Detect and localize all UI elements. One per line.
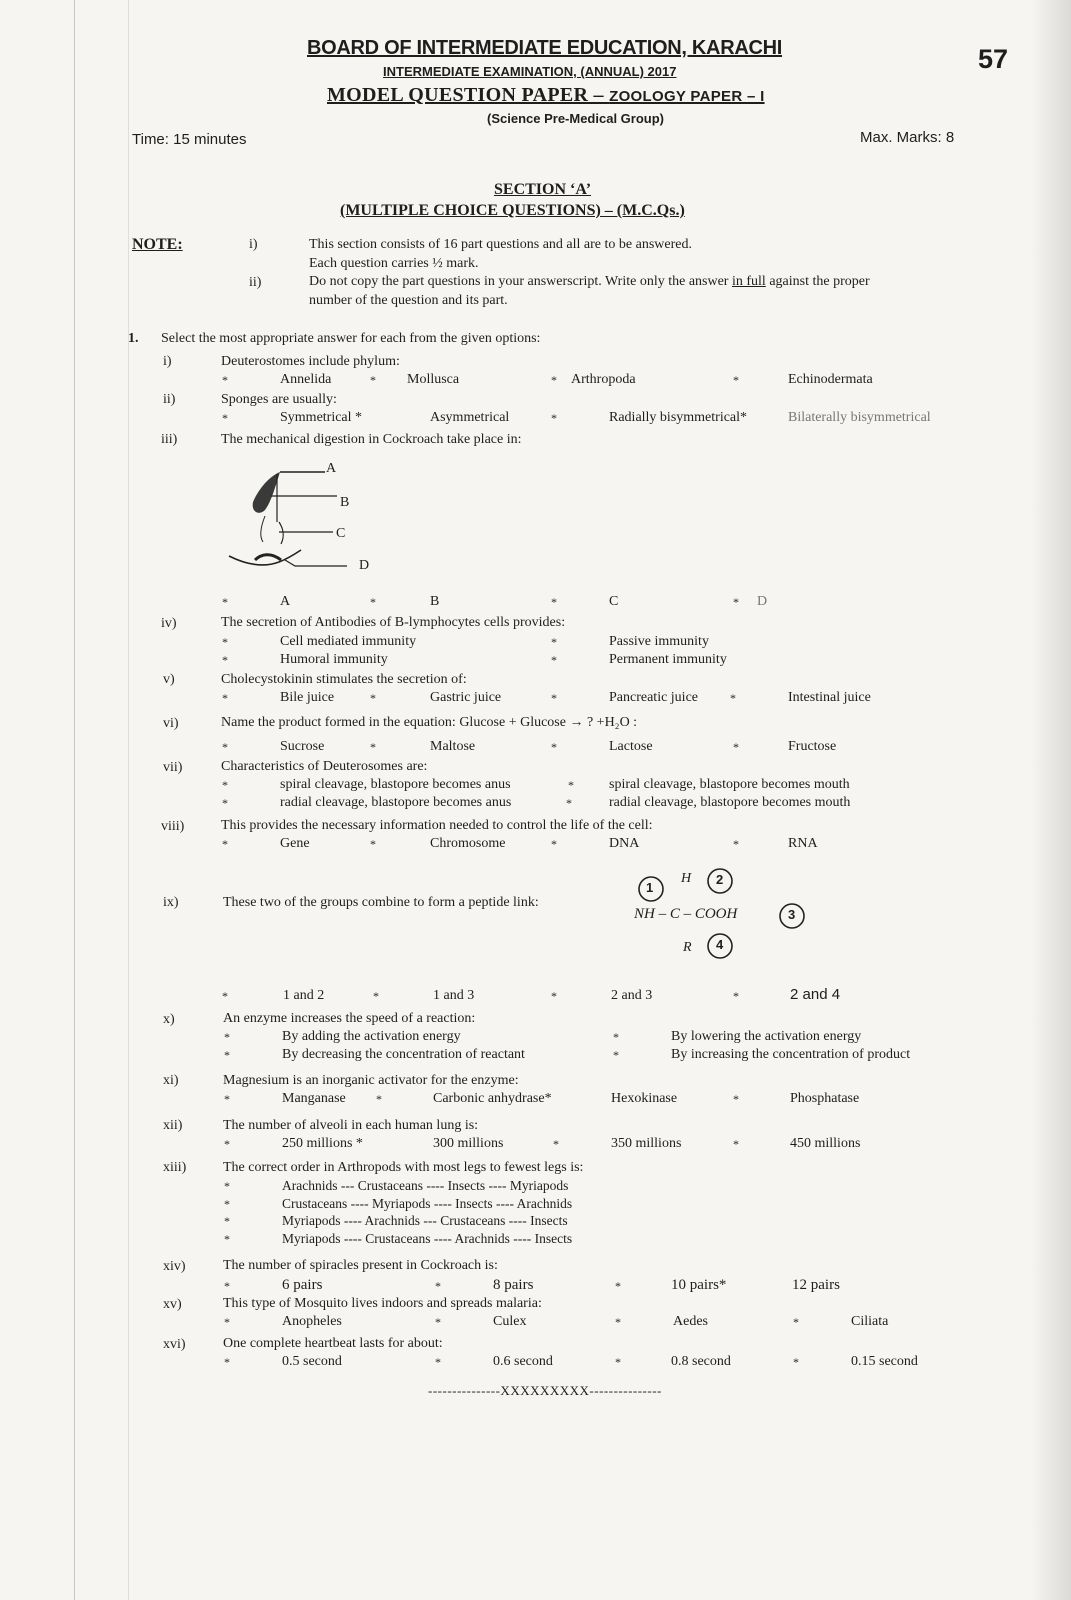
q2-option-4: Bilaterally bisymmetrical — [788, 410, 931, 425]
q1-star-3: * — [551, 373, 557, 387]
q6-option-2: Maltose — [430, 739, 476, 754]
q16-num: xvi) — [163, 1337, 186, 1352]
group-title: (Science Pre-Medical Group) — [487, 111, 664, 126]
q7-option-3: radial cleavage, blastopore becomes anus — [280, 795, 512, 810]
q15-num: xv) — [163, 1297, 182, 1312]
q9-option-3: 2 and 3 — [611, 988, 653, 1003]
q14-star-3: * — [615, 1279, 621, 1293]
q1-star-4: * — [733, 373, 739, 387]
q1-option-1: Annelida — [280, 372, 332, 387]
q3-label-c: C — [336, 526, 346, 541]
q8-star-1: * — [222, 837, 228, 851]
q9-star-4: * — [733, 989, 739, 1003]
max-marks-label: Max. Marks: 8 — [860, 129, 955, 146]
q16-star-3: * — [615, 1355, 621, 1369]
q7-star-2: * — [568, 778, 574, 792]
q5-star-4: * — [730, 691, 736, 705]
q1-num: i) — [163, 354, 172, 369]
q1-star-1: * — [222, 373, 228, 387]
q9-star-2: * — [373, 989, 379, 1003]
q8-star-3: * — [551, 837, 557, 851]
q3-star-3: * — [551, 595, 557, 609]
q3-text: The mechanical digestion in Cockroach take place in: — [221, 432, 522, 447]
q5-text: Cholecystokinin stimulates the secretion of: — [221, 672, 467, 687]
q15-star-4: * — [793, 1315, 799, 1329]
q4-option-3: Humoral immunity — [280, 652, 388, 667]
q16-star-1: * — [224, 1355, 230, 1369]
q13-option-3: Myriapods ---- Arachnids --- Crustaceans ---- Insects — [282, 1213, 568, 1228]
q9-circle-2: 2 — [716, 872, 724, 887]
q6-num: vi) — [163, 716, 179, 731]
note-2-line1 — [309, 274, 870, 290]
q9-circle-1: 1 — [646, 880, 654, 895]
q3-num: iii) — [161, 432, 178, 447]
q13-star-1: * — [224, 1179, 230, 1193]
q14-num: xiv) — [163, 1259, 186, 1274]
q8-option-2: Chromosome — [430, 836, 506, 851]
q10-option-1: By adding the activation energy — [282, 1029, 461, 1044]
q4-star-3: * — [222, 653, 228, 667]
q3-option-1: A — [280, 594, 291, 609]
q9-formula-h: H — [681, 871, 692, 886]
q9-option-4: 2 and 4 — [790, 986, 841, 1003]
q13-star-2: * — [224, 1197, 230, 1211]
q9-formula-r: R — [683, 940, 692, 955]
q11-option-4: Phosphatase — [790, 1091, 860, 1106]
q13-text: The correct order in Arthropods with most legs to fewest legs is: — [223, 1160, 584, 1175]
q9-option-2: 1 and 3 — [433, 988, 475, 1003]
note-2-line1-pre: Do not copy the part questions in your answerscript. Write only the answer — [309, 274, 732, 289]
q12-text: The number of alveoli in each human lung is: — [223, 1118, 479, 1133]
q16-star-4: * — [793, 1355, 799, 1369]
q11-star-1: * — [224, 1092, 230, 1106]
q9-circle-4: 4 — [716, 937, 724, 952]
q3-option-3: C — [609, 594, 619, 609]
q13-star-3: * — [224, 1214, 230, 1228]
q7-num: vii) — [163, 760, 183, 775]
q5-option-3: Pancreatic juice — [609, 690, 699, 705]
board-title: BOARD OF INTERMEDIATE EDUCATION, KARACHI — [307, 37, 783, 59]
q10-option-4: By increasing the concentration of product — [671, 1047, 911, 1062]
q6-text: Name the product formed in the equation: Glucose + Glucose → ? +H₂O : — [221, 715, 638, 730]
q2-option-1: Symmetrical * — [280, 410, 363, 425]
q15-option-2: Culex — [493, 1314, 527, 1329]
q10-star-3: * — [224, 1048, 230, 1062]
q5-star-3: * — [551, 691, 557, 705]
q15-option-3: Aedes — [673, 1314, 708, 1329]
question-1-instruction: Select the most appropriate answer for each from the given options: — [161, 331, 541, 346]
q1-option-4: Echinodermata — [788, 372, 873, 387]
section-title: SECTION ‘A’ — [494, 181, 592, 198]
q13-num: xiii) — [163, 1160, 187, 1175]
question-1-num: 1. — [128, 331, 139, 346]
q7-star-3: * — [222, 796, 228, 810]
q10-text: An enzyme increases the speed of a reaction: — [223, 1011, 476, 1026]
q5-option-2: Gastric juice — [430, 690, 502, 705]
q16-option-1: 0.5 second — [282, 1354, 342, 1369]
note-1-line2: Each question carries ½ mark. — [309, 256, 479, 271]
q15-star-2: * — [435, 1315, 441, 1329]
q12-option-1: 250 millions * — [282, 1136, 363, 1151]
q14-option-4: 12 pairs — [792, 1277, 840, 1293]
paper-title — [327, 84, 765, 107]
q11-num: xi) — [163, 1073, 179, 1088]
q8-option-4: RNA — [788, 836, 818, 851]
q12-option-2: 300 millions — [433, 1136, 504, 1151]
q15-star-1: * — [224, 1315, 230, 1329]
q4-option-2: Passive immunity — [609, 634, 709, 649]
q11-option-3: Hexokinase — [611, 1091, 678, 1106]
q15-option-4: Ciliata — [851, 1314, 889, 1329]
q4-text: The secretion of Antibodies of B-lymphocytes cells provides: — [221, 615, 566, 630]
q7-option-1: spiral cleavage, blastopore becomes anus — [280, 777, 511, 792]
q2-star-1: * — [222, 411, 228, 425]
section-subtitle: (MULTIPLE CHOICE QUESTIONS) – (M.C.Qs.) — [340, 202, 685, 219]
exam-title: INTERMEDIATE EXAMINATION, (ANNUAL) 2017 — [383, 64, 677, 79]
q13-option-2: Crustaceans ---- Myriapods ---- Insects ---- Arachnids — [282, 1196, 573, 1211]
q5-star-2: * — [370, 691, 376, 705]
time-label: Time: 15 minutes — [132, 131, 247, 148]
q5-star-1: * — [222, 691, 228, 705]
q4-star-1: * — [222, 635, 228, 649]
note-2-num: ii) — [249, 275, 262, 290]
q12-option-4: 450 millions — [790, 1136, 861, 1151]
q14-option-1: 6 pairs — [282, 1277, 323, 1293]
q9-star-3: * — [551, 989, 557, 1003]
q9-formula-main: NH – C – COOH — [634, 906, 738, 922]
q9-star-1: * — [222, 989, 228, 1003]
q2-text: Sponges are usually: — [221, 392, 337, 407]
q3-label-d: D — [359, 558, 370, 573]
q7-option-2: spiral cleavage, blastopore becomes mouth — [609, 777, 850, 792]
q14-option-3: 10 pairs* — [671, 1277, 727, 1293]
note-1-num: i) — [249, 237, 258, 252]
q11-text: Magnesium is an inorganic activator for the enzyme: — [223, 1073, 519, 1088]
q16-option-2: 0.6 second — [493, 1354, 553, 1369]
q11-star-2: * — [376, 1092, 382, 1106]
q12-star-3: * — [553, 1137, 559, 1151]
q14-star-1: * — [224, 1279, 230, 1293]
q14-star-2: * — [435, 1279, 441, 1293]
note-2-line2: number of the question and its part. — [309, 293, 508, 308]
q15-option-1: Anopheles — [282, 1314, 342, 1329]
q6-option-3: Lactose — [609, 739, 653, 754]
q15-text: This type of Mosquito lives indoors and spreads malaria: — [223, 1296, 542, 1311]
q3-star-4: * — [733, 595, 739, 609]
q6-option-1: Sucrose — [280, 739, 325, 754]
q4-num: iv) — [161, 616, 177, 631]
q2-num: ii) — [163, 392, 176, 407]
q13-option-1: Arachnids --- Crustaceans ---- Insects ---- Myriapods — [282, 1178, 569, 1193]
q6-option-4: Fructose — [788, 739, 837, 754]
q13-option-4: Myriapods ---- Crustaceans ---- Arachnids ---- Insects — [282, 1231, 573, 1246]
q11-option-2: Carbonic anhydrase* — [433, 1091, 552, 1106]
q8-option-3: DNA — [609, 836, 640, 851]
q8-num: viii) — [161, 819, 185, 834]
q2-option-3: Radially bisymmetrical* — [609, 410, 748, 425]
q16-option-4: 0.15 second — [851, 1354, 918, 1369]
q6-star-1: * — [222, 740, 228, 754]
q7-option-4: radial cleavage, blastopore becomes mouth — [609, 795, 851, 810]
q7-star-4: * — [566, 796, 572, 810]
q8-star-2: * — [370, 837, 376, 851]
note-2-line1-post: against the proper — [765, 274, 870, 289]
q10-star-4: * — [613, 1048, 619, 1062]
q5-option-4: Intestinal juice — [788, 690, 871, 705]
q12-num: xii) — [163, 1118, 183, 1133]
q7-star-1: * — [222, 778, 228, 792]
paper-title-main: MODEL QUESTION PAPER – — [327, 84, 610, 106]
q3-star-1: * — [222, 595, 228, 609]
q11-option-1: Manganase — [282, 1091, 346, 1106]
q5-option-1: Bile juice — [280, 690, 335, 705]
page-number: 57 — [978, 44, 1009, 74]
q3-label-a: A — [326, 461, 337, 476]
q9-circle-3: 3 — [788, 907, 796, 922]
note-1-line1: This section consists of 16 part questions and all are to be answered. — [309, 237, 692, 252]
q3-label-b: B — [340, 495, 350, 510]
q9-option-1: 1 and 2 — [283, 988, 325, 1003]
q4-option-4: Permanent immunity — [609, 652, 727, 667]
q6-star-2: * — [370, 740, 376, 754]
q15-star-3: * — [615, 1315, 621, 1329]
q12-star-4: * — [733, 1137, 739, 1151]
q10-option-2: By lowering the activation energy — [671, 1029, 862, 1044]
q16-star-2: * — [435, 1355, 441, 1369]
end-of-section-line: ---------------XXXXXXXXX--------------- — [428, 1383, 662, 1398]
q12-star-1: * — [224, 1137, 230, 1151]
q16-option-3: 0.8 second — [671, 1354, 731, 1369]
q4-star-4: * — [551, 653, 557, 667]
q13-star-4: * — [224, 1232, 230, 1246]
q11-star-4: * — [733, 1092, 739, 1106]
q2-option-2: Asymmetrical — [430, 410, 510, 425]
q1-star-2: * — [370, 373, 376, 387]
q14-option-2: 8 pairs — [493, 1277, 534, 1293]
note-2-line1-underline: in full — [731, 274, 766, 289]
q1-text: Deuterostomes include phylum: — [221, 354, 400, 369]
q1-option-2: Mollusca — [407, 372, 460, 387]
q4-option-1: Cell mediated immunity — [280, 634, 417, 649]
q7-text: Characteristics of Deuterosomes are: — [221, 759, 428, 774]
q4-star-2: * — [551, 635, 557, 649]
q9-text: These two of the groups combine to form a peptide link: — [223, 895, 539, 910]
paper-title-sub: ZOOLOGY PAPER – I — [609, 88, 765, 105]
q12-option-3: 350 millions — [611, 1136, 682, 1151]
note-label: NOTE: — [132, 236, 183, 253]
q3-option-4: D — [757, 594, 768, 609]
q14-text: The number of spiracles present in Cockroach is: — [223, 1258, 498, 1273]
q10-num: x) — [163, 1012, 175, 1027]
q3-star-2: * — [370, 595, 376, 609]
q1-option-3: Arthropoda — [571, 372, 636, 387]
q8-option-1: Gene — [280, 836, 310, 851]
q6-star-4: * — [733, 740, 739, 754]
q8-star-4: * — [733, 837, 739, 851]
q2-star-3: * — [551, 411, 557, 425]
q5-num: v) — [163, 672, 175, 687]
q8-text: This provides the necessary information needed to control the life of the cell: — [221, 818, 653, 833]
q6-star-3: * — [551, 740, 557, 754]
q3-option-2: B — [430, 594, 440, 609]
q16-text: One complete heartbeat lasts for about: — [223, 1336, 443, 1351]
q10-option-3: By decreasing the concentration of reactant — [282, 1047, 525, 1062]
q10-star-2: * — [613, 1030, 619, 1044]
q9-num: ix) — [163, 895, 179, 910]
q10-star-1: * — [224, 1030, 230, 1044]
